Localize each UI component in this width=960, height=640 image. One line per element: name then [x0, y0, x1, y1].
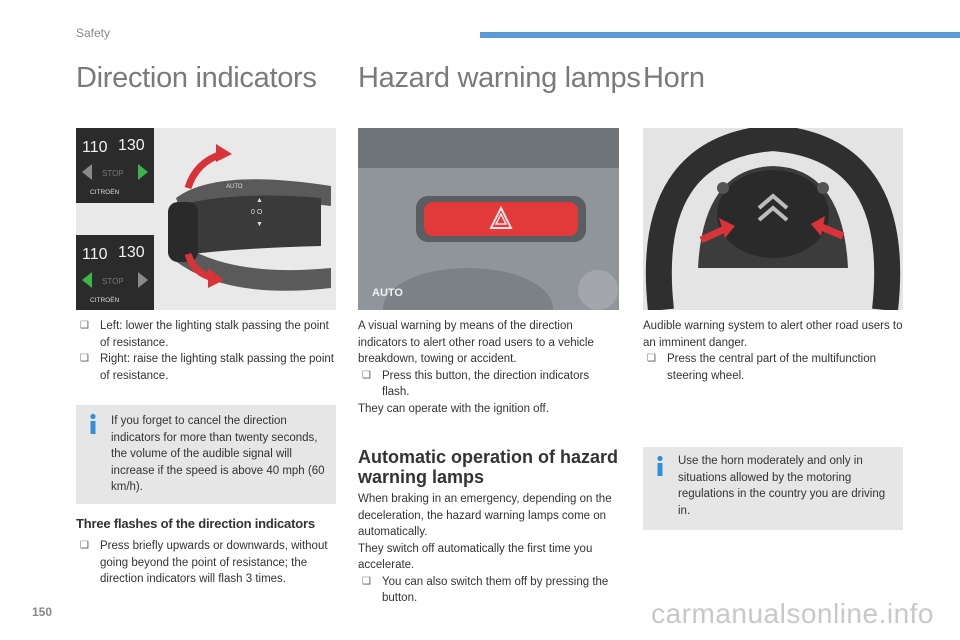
subheading-automatic-hazard: Automatic operation of hazard warning lamps [358, 447, 619, 487]
title-direction-indicators: Direction indicators [76, 62, 317, 94]
stalk-label-0o: 0 O [251, 209, 263, 216]
horn-illustration [643, 128, 903, 310]
hazard-description [358, 318, 618, 417]
hazard-diagram [358, 128, 619, 310]
checkbox-bullet-icon: ❑ [80, 353, 89, 364]
stalk-label-down: ▼ [256, 221, 263, 228]
bullet-text: Right: raise the lighting stalk passing the point of resistance. [100, 353, 334, 382]
header-accent-bar [480, 32, 960, 38]
bullet-text: Left: lower the lighting stalk passing the point of resistance. [100, 320, 329, 349]
bullet-text: Press this button, the direction indicators flash. [382, 369, 590, 398]
hazard-button-illustration [358, 128, 619, 310]
speedo-top-130: 130 [118, 137, 145, 154]
horn-intro: Audible warning system to alert other road users to an imminent danger. [643, 320, 903, 349]
direction-instructions [76, 318, 336, 384]
info-text: If you forget to cancel the direction indicators for more than twenty seconds, the volume of the audible signal will increase if the speed is above 40 mph (60 km/h). [111, 415, 325, 493]
section-label: Safety [76, 26, 111, 40]
speedo-bottom-stop: STOP [102, 277, 124, 286]
subheading-three-flashes: Three flashes of the direction indicators [76, 516, 315, 531]
checkbox-bullet-icon: ❑ [647, 353, 656, 364]
list-item [643, 351, 903, 384]
speedo-top-110: 110 [82, 139, 108, 156]
watermark: carmanualsonline.info [651, 598, 934, 629]
checkbox-bullet-icon: ❑ [80, 320, 89, 331]
info-box-horn [643, 447, 903, 530]
checkbox-bullet-icon: ❑ [80, 540, 89, 551]
speedo-bottom-110: 110 [82, 246, 108, 263]
stalk-diagram [76, 128, 336, 310]
list-item [76, 538, 336, 588]
three-flashes-instructions [76, 538, 336, 588]
checkbox-bullet-icon: ❑ [362, 369, 371, 381]
title-hazard-warning-lamps: Hazard warning lamps [358, 62, 641, 94]
info-text: Use the horn moderately and only in situations allowed by the motoring regulations in the country you are driving in. [678, 455, 886, 517]
automatic-hazard-description [358, 491, 618, 607]
list-item [358, 368, 618, 401]
bullet-text: Press briefly upwards or downwards, without going beyond the point of resistance; the direction indicators will flash 3 times. [100, 540, 328, 585]
hazard-intro: A visual warning by means of the direction indicators to alert other road users to a vehicle breakdown, towing or accident. [358, 320, 594, 365]
auto-intro: When braking in an emergency, depending on the deceleration, the hazard warning lamps come on automatically. [358, 493, 612, 538]
direction-indicators-illustration [76, 128, 336, 310]
auto-after: They switch off automatically the first time you accelerate. [358, 542, 593, 571]
horn-description [643, 318, 903, 384]
brand-top: CITROËN [90, 189, 120, 196]
dash-auto-label: AUTO [372, 287, 403, 299]
brand-bottom: CITROËN [90, 297, 120, 304]
bullet-text: Press the central part of the multifunction steering wheel. [667, 353, 877, 382]
hazard-after: They can operate with the ignition off. [358, 402, 549, 415]
bullet-text: You can also switch them off by pressing the button. [382, 575, 609, 604]
page-number: 150 [32, 605, 53, 619]
list-item [76, 318, 336, 351]
speedo-top-stop: STOP [102, 169, 124, 178]
info-box-direction [76, 405, 336, 504]
speedo-bottom-130: 130 [118, 244, 145, 261]
checkbox-bullet-icon: ❑ [362, 575, 371, 587]
info-icon [653, 455, 667, 477]
list-item [358, 574, 618, 607]
title-horn: Horn [643, 62, 705, 94]
info-icon [86, 413, 100, 435]
stalk-label-up: ▲ [256, 197, 263, 204]
steering-wheel-diagram [643, 128, 903, 310]
list-item [76, 351, 336, 384]
stalk-label-auto: AUTO [226, 184, 243, 190]
